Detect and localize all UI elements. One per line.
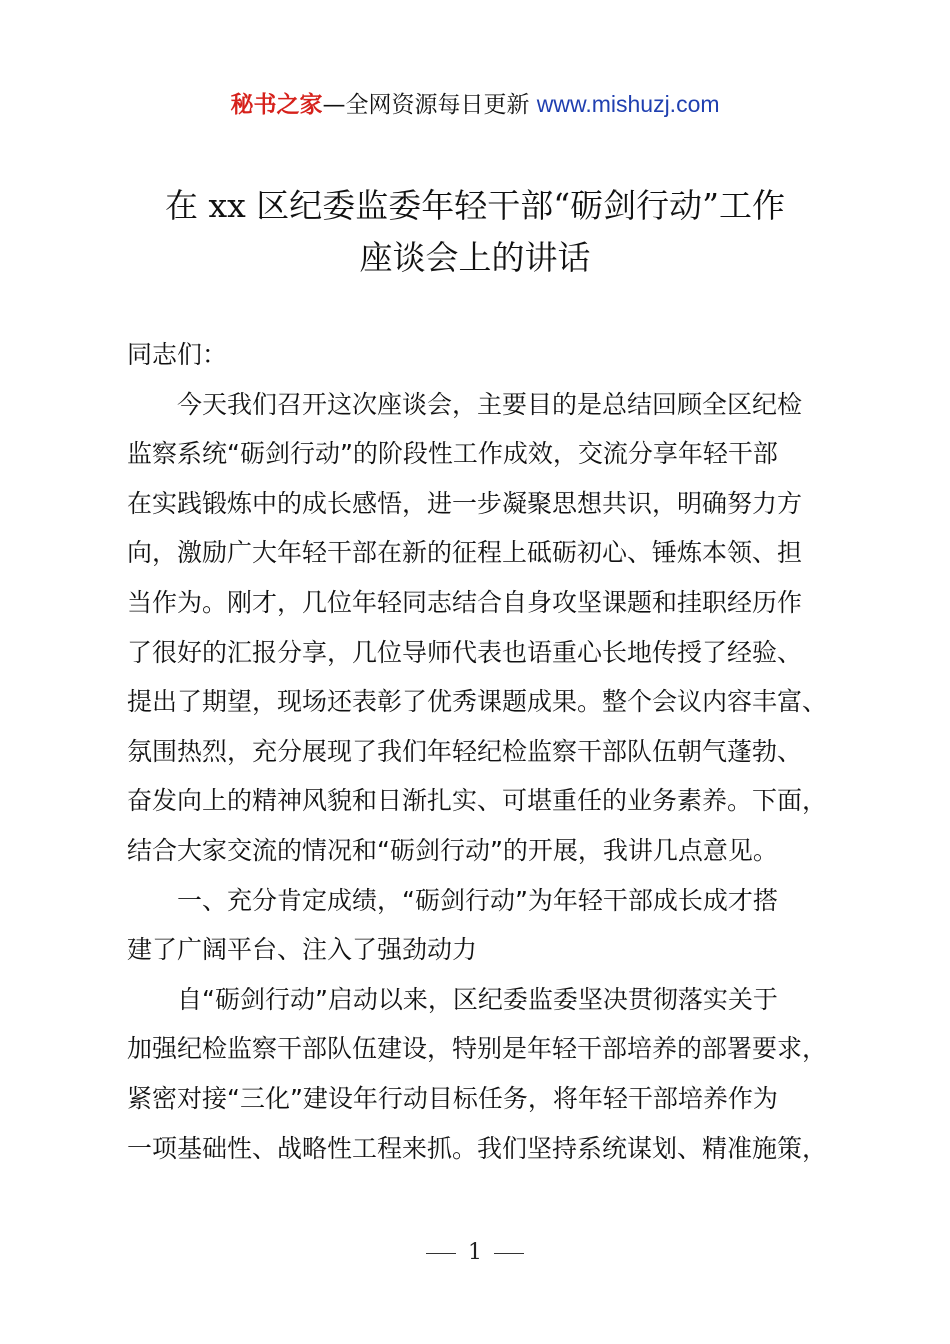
- body-line: 加强纪检监察干部队伍建设，特别是年轻干部培养的部署要求，: [127, 1034, 828, 1064]
- page-footer: [0, 1238, 950, 1268]
- body-line: 提出了期望，现场还表彰了优秀课题成果。整个会议内容丰富、: [127, 687, 828, 717]
- body-line: 紧密对接“三化”建设年行动目标任务，将年轻干部培养作为: [127, 1083, 778, 1113]
- body-line: 当作为。刚才，几位年轻同志结合自身攻坚课题和挂职经历作: [127, 587, 803, 617]
- header-tagline: —全网资源每日更新: [322, 92, 537, 118]
- site-header: [0, 86, 950, 123]
- body-line: 了很好的汇报分享，几位导师代表也语重心长地传授了经验、: [127, 637, 803, 667]
- page-number: 1: [468, 1240, 482, 1265]
- footer-dash-right: [494, 1253, 524, 1254]
- body-line: 在实践锻炼中的成长感悟，进一步凝聚思想共识，明确努力方: [127, 488, 803, 518]
- body-line: 自“砺剑行动”启动以来，区纪委监委坚决贯彻落实关于: [177, 984, 778, 1014]
- title-line-2: 座谈会上的讲话: [359, 238, 591, 277]
- body-line: 氛围热烈，充分展现了我们年轻纪检监察干部队伍朝气蓬勃、: [127, 736, 803, 766]
- document-title: [0, 180, 950, 284]
- site-url-link[interactable]: www.mishuzj.com: [536, 91, 720, 117]
- salutation: 同志们：: [127, 340, 228, 369]
- brand-name: 秘书之家: [230, 92, 323, 118]
- body-line: 一项基础性、战略性工程来抓。我们坚持系统谋划、精准施策，: [127, 1133, 828, 1163]
- footer-dash-left: [426, 1253, 456, 1254]
- section-heading-line: 建了广阔平台、注入了强劲动力: [127, 935, 478, 965]
- document-body: [127, 330, 857, 1173]
- body-line: 今天我们召开这次座谈会，主要目的是总结回顾全区纪检: [177, 389, 803, 419]
- title-line-1: 在 xx 区纪委监委年轻干部“砺剑行动”工作: [165, 186, 785, 225]
- body-line: 向，激励广大年轻干部在新的征程上砥砺初心、锤炼本领、担: [127, 538, 803, 568]
- body-line: 奋发向上的精神风貌和日渐扎实、可堪重任的业务素养。下面，: [127, 786, 828, 816]
- body-line: 结合大家交流的情况和“砺剑行动”的开展，我讲几点意见。: [127, 835, 778, 865]
- body-line: 监察系统“砺剑行动”的阶段性工作成效，交流分享年轻干部: [127, 439, 778, 469]
- section-heading-line: 一、充分肯定成绩，“砺剑行动”为年轻干部成长成才搭: [177, 885, 778, 915]
